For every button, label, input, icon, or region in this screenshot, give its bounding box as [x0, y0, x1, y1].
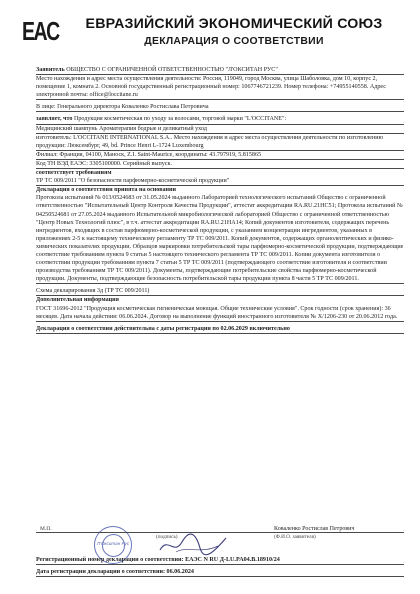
- document-title: ДЕКЛАРАЦИЯ О СООТВЕТСТВИИ: [144, 36, 324, 47]
- product-declares-text: Продукция косметическая по уходу за волосами, торговой марки "L'OCCITANE":: [73, 116, 287, 123]
- basis-text: Протокола испытаний № 013/0524683 от 31.05.2024 выданного Лабораторией технологического испытаний Общество с ограниченной ответственностью "Испытательный Центр Контроля Качества Продукции", аттестат аккредитации RA.RU.21HC51; Протокола испытаний № 04250524681 от 27.05.2024 выданного Испытательной микробиологической лабораторией Общество с ограниченной ответственностью "Центр Новых Технологий плюс", в т.ч. аттестат аккредитации RA.RU.21HA14; Копий документов изготовителя, содержащих перечень ингредиентов, входящих в состав парфюмерно-косметической продукции, с указанием концентрации ингредиентов, указанных в приложениях 2-5 к настоящему техническому регламенту ТР ТС 009/2011. Копий документов, содержащих органолептических и физико-химических показателях продукции. Образцов маркировки потребительской тары парфюмерно-косметической продукции, подтверждающие соответствие требованиям пункта 9 статьи 5 настоящего технического регламента ТР ТС 009/2011. Копии документа изготовителя о соответствии продукции требованиям пункта 7 статьи 5 ТР ТС 009/2011 (подтверждающего соответствие изготовителя и соответствии производства требованиям ТР ТС 009/2011). Документы, подтверждающие потребительские свойства парфюмерно-косметической продукции. Документы, подтверждающие безопасность потребительской тары продукции пункта 8 части 5 ТР ТС 009/2011.: [36, 194, 404, 284]
- eac-mark: [22, 16, 59, 46]
- registration-number-line: [36, 556, 404, 565]
- conformity-regulation: ТР ТС 009/2011 "О безопасности парфюмерно-косметической продукции": [36, 177, 404, 186]
- registration-date: 06.06.2024: [166, 569, 194, 576]
- registration-number: ЕАЭС N RU Д-LU.PA04.B.18910/24: [185, 557, 280, 563]
- stamp-place-label: М.П.: [40, 526, 52, 532]
- name-caption: (Ф.И.О. заявителя): [274, 534, 316, 540]
- product-description: Медицинский шампунь Ароматерапия бодрые и деликатный уход: [36, 125, 404, 134]
- registration-number-label: Регистрационный номер декларации о соответствии:: [36, 557, 184, 563]
- declaration-body: [36, 66, 404, 334]
- conformity-label: соответствует требованиям: [36, 170, 112, 177]
- signature-caption: (подпись): [156, 534, 178, 540]
- union-title: ЕВРАЗИЙСКИЙ ЭКОНОМИЧЕСКИЙ СОЮЗ: [85, 16, 383, 32]
- applicant-name: ОБЩЕСТВО С ОГРАНИЧЕННОЙ ОТВЕТСТВЕННОСТЬЮ "Л'ОКСИТАН РУС": [66, 67, 278, 73]
- basis-label: Декларация о соответствии принята на основании: [36, 187, 177, 194]
- product-declares-prefix: заявляет, что: [36, 116, 73, 123]
- product-declares: [36, 115, 404, 124]
- signatory-name: Коваленко Ростислав Петрович: [274, 526, 355, 532]
- applicant-line: [36, 66, 404, 75]
- registration-date-label: Дата регистрации декларации о соответствии:: [36, 569, 165, 576]
- applicant-representative: В лице: Генерального директора Коваленко Ростислава Петровича: [36, 103, 404, 112]
- company-stamp-text: Л'Окситан Рус: [96, 541, 130, 546]
- extra-label: Дополнительная информация: [36, 297, 119, 304]
- registration-date-line: [36, 568, 404, 577]
- applicant-address: Место нахождения и адрес места осуществления деятельности: Россия, 119049, город Москва, улица Шаболовка, дом 10, корпус 2, помещение 1, комната 2. Основной государственный регистрационный номер: 1067746721239. Номер телефона: +74955140558. Адрес электронной почты: office@loccitane.ru: [36, 75, 404, 100]
- extra-text: ГОСТ 31696-2012 "Продукция косметическая гигиеническая моющая. Общие технические условия". Срок годности (срок хранения): 36 месяцев. Дата начала действия: 06.06.2024. Договор на выполнение функций иностранного изготовителя № X/1206-230 от 20.06.2012 года.: [36, 305, 404, 322]
- signature-line: [36, 532, 404, 533]
- product-code: Код ТН ВЭД ЕАЭС: 3305100000. Серийный выпуск.: [36, 160, 404, 169]
- eac-mark-text: EAC: [22, 16, 59, 46]
- applicant-label: Заявитель: [36, 67, 65, 73]
- registration-block: [36, 556, 404, 577]
- product-manufacturer: изготовитель: L'OCCITANE INTERNATIONAL S.A.. Место нахождения и адрес места осуществления деятельности по изготовлению продукции: Люксембург, 49, bd. Prince Henri L-1724 Luxembourg: [36, 134, 404, 151]
- scheme-text: Схема декларирования 3д (ТР ТС 009/2011): [36, 287, 404, 296]
- product-branch: Филиал: Франция, 04100, Маноск, Z.I. Saint-Maurice, координаты: 43.797919, 5.815865: [36, 151, 404, 160]
- validity-text: Декларация о соответствии действительна с даты регистрации по 02.06.2029 включительно: [36, 325, 404, 334]
